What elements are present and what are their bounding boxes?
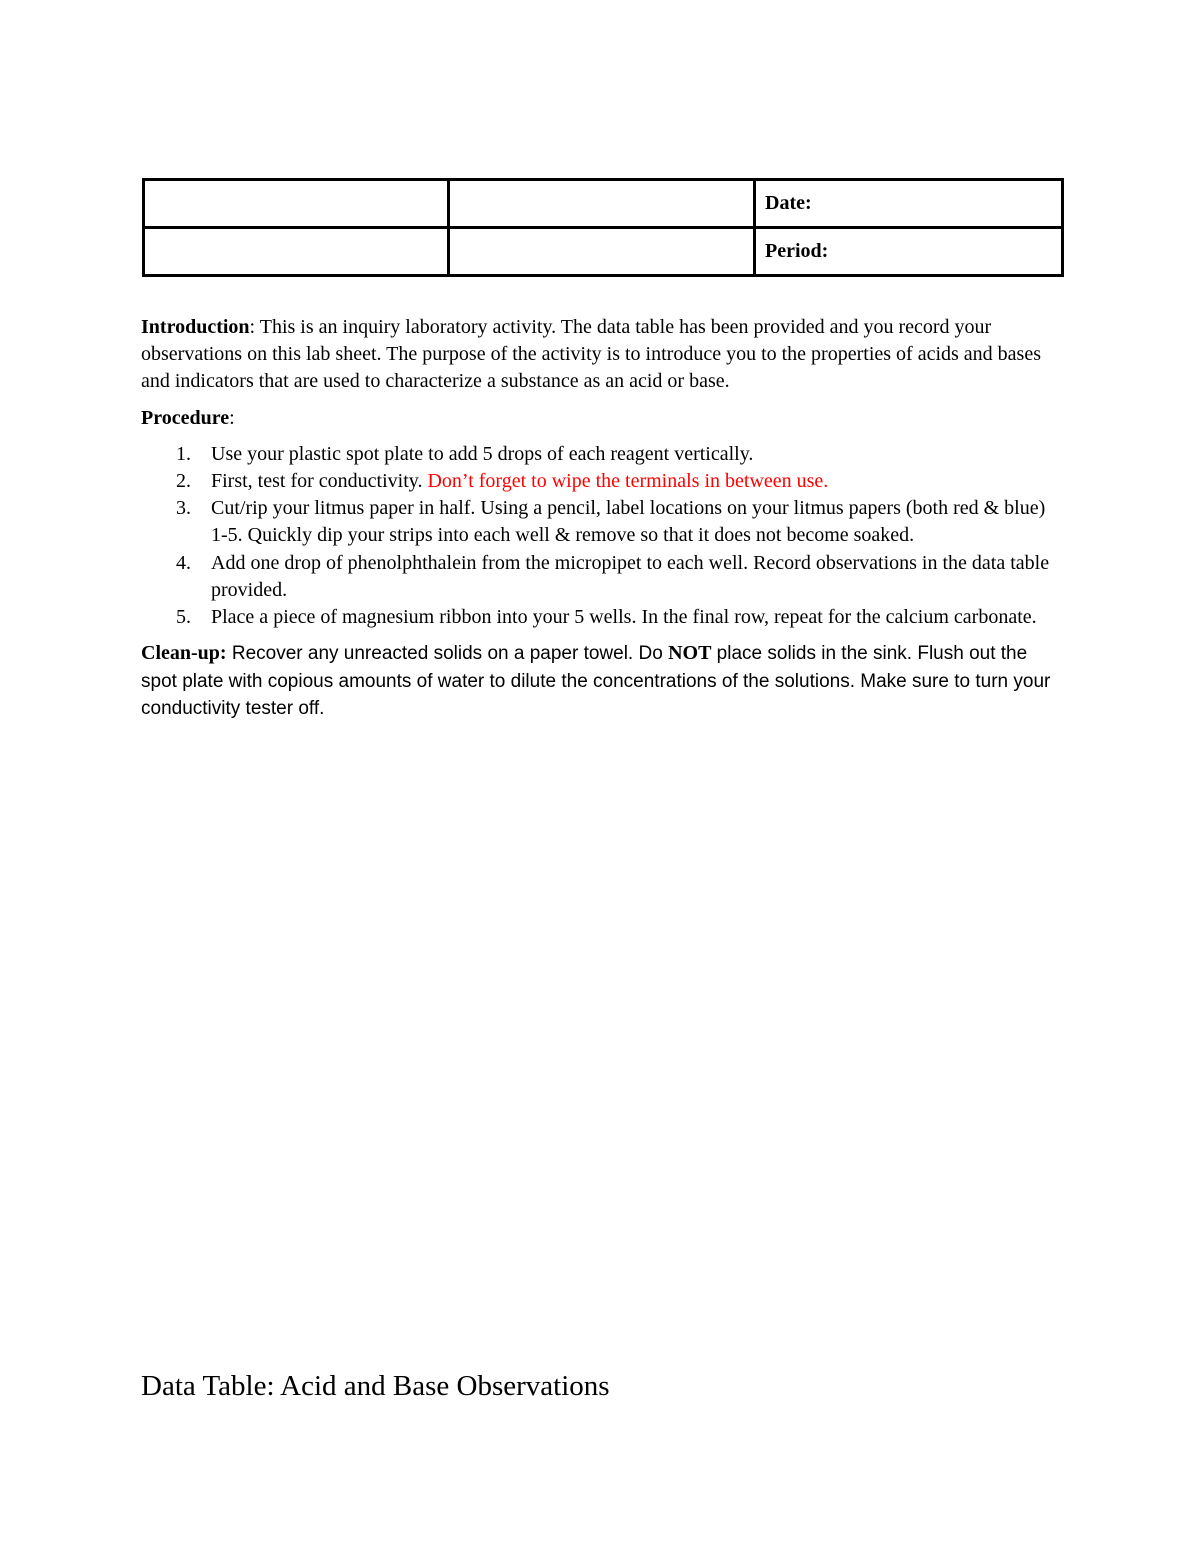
step-text: Add one drop of phenolphthalein from the micropipet to each well. Record observations in the data table provided. (211, 551, 1050, 601)
introduction-text: : This is an inquiry laboratory activity. The data table has been provided and you record your observations on this lab sheet. The purpose of the activity is to introduce you to the properties of acids and bases and indicators that are used to characterize a substance as an acid or base. (141, 316, 1041, 393)
step-text: First, test for conductivity. (211, 470, 428, 493)
name-cell[interactable] (144, 180, 449, 228)
period-cell[interactable]: Period: (755, 228, 1063, 276)
list-item (141, 604, 1066, 631)
procedure-colon: : (229, 406, 235, 429)
step-number: 2. (176, 470, 191, 493)
date-cell[interactable]: Date: (755, 180, 1063, 228)
step-number: 3. (176, 497, 191, 520)
table-row (144, 228, 1063, 276)
partner-cell[interactable] (449, 228, 755, 276)
procedure-steps (141, 441, 1066, 631)
step-warning: Don’t forget to wipe the terminals in between use. (427, 470, 829, 493)
introduction-paragraph (141, 314, 1066, 396)
procedure-heading (141, 405, 1066, 432)
instructions-body (141, 314, 1066, 723)
cleanup-label: Clean-up: (141, 642, 227, 665)
procedure-label: Procedure (141, 406, 230, 429)
table-row (144, 180, 1063, 228)
introduction-label: Introduction (141, 316, 250, 338)
student-info-table (142, 178, 1064, 277)
step-number: 1. (176, 442, 191, 465)
cleanup-paragraph (141, 640, 1066, 723)
step-number: 4. (176, 551, 191, 574)
cleanup-text-after: place solids in the sink. Flush out the spot plate with copious amounts of water to dilute the concentrations of the solutions. Make sure to turn your conductivity tester off. (141, 643, 1051, 720)
step-number: 5. (176, 606, 191, 629)
list-item (141, 550, 1066, 604)
partner-cell[interactable] (449, 180, 755, 228)
name-cell[interactable] (144, 228, 449, 276)
cleanup-text-before: Recover any unreacted solids on a paper towel. Do (226, 643, 669, 665)
list-item (141, 495, 1066, 549)
data-table-title: Data Table: Acid and Base Observations (141, 1370, 610, 1402)
list-item (141, 468, 1066, 495)
cleanup-emphasis: NOT (668, 642, 712, 665)
step-text: Use your plastic spot plate to add 5 drops of each reagent vertically. (211, 442, 754, 465)
step-text: Place a piece of magnesium ribbon into your 5 wells. In the final row, repeat for the calcium carbonate. (211, 606, 1037, 629)
list-item (141, 441, 1066, 468)
step-text: Cut/rip your litmus paper in half. Using a pencil, label locations on your litmus papers (both red & blue) 1-5. Quickly dip your strips into each well & remove so that it does not become soaked. (211, 497, 1046, 547)
